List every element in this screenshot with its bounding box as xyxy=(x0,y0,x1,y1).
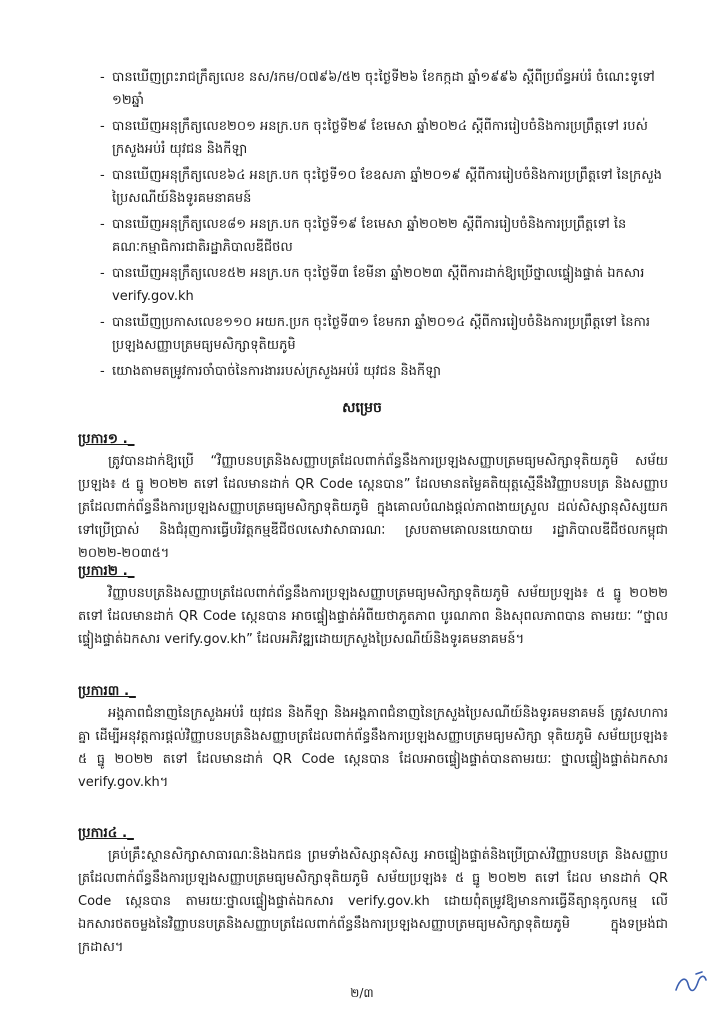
decision-heading: សម្រេច xyxy=(342,400,382,416)
article-1 xyxy=(78,428,668,565)
article-body: អង្គភាពជំនាញនៃក្រសួងអប់រំ យុវជន និងកីឡា និងអង្គភាពជំនាញនៃក្រសួងប្រៃសណីយ៍និងទូរគមនាគមន៍ ត្រូវសហការគ្នា ដើម្បីអនុវត្តការផ្តល់វិញ្ញាបនបត្រនិងសញ្ញាបត្រដែលពាក់ព័ន្ធនឹងការប្រឡងសញ្ញាបត្រមធ្យមសិក្សា ទុតិយភូមិ សម័យប្រឡង៖ ៥ ធ្នូ ២០២២ តទៅ ដែលមានដាក់ QR Code ស្កេនបាន ដែលអាចផ្ទៀងផ្ទាត់បានតាមរយៈ ថ្នាលផ្ទៀងផ្ទាត់ឯកសារ verify.gov.kh។ xyxy=(78,706,668,790)
reference-item: - បានឃើញប្រកាសលេខ១១០ អយក.ប្រក ចុះថ្ងៃទី៣១ ខែមករា ឆ្នាំ២០១៤ ស្តីពីការរៀបចំនិងការប្រព្រឹត្តទៅ នៃការប្រឡងសញ្ញាបត្រមធ្យមសិក្សាទុតិយភូមិ xyxy=(100,311,670,357)
reference-item: - បានឃើញអនុក្រឹត្យលេខ៨១ អនក្រ.បក ចុះថ្ងៃទី១៩ ខែមេសា ឆ្នាំ២០២២ ស្តីពីការរៀបចំនិងការប្រព្រឹត្តទៅ នៃគណៈកម្មាធិការជាតិរដ្ឋាភិបាលឌីជីថល xyxy=(100,213,670,259)
reference-item: - បានឃើញអនុក្រឹត្យលេខ៦៤ អនក្រ.បក ចុះថ្ងៃទី១០ ខែឧសភា ឆ្នាំ២០១៩ ស្តីពីការរៀបចំនិងការប្រព្រឹត្តទៅ នៃក្រសួងប្រៃសណីយ៍និងទូរគមនាគមន៍ xyxy=(100,164,670,210)
signature-icon xyxy=(672,968,712,998)
article-body: វិញ្ញាបនបត្រនិងសញ្ញាបត្រដែលពាក់ព័ន្ធនឹងការប្រឡងសញ្ញាបត្រមធ្យមសិក្សាទុតិយភូមិ សម័យប្រឡង៖ ៥ ធ្នូ ២០២២ តទៅ ដែលមានដាក់ QR Code ស្កេនបាន អាចផ្ទៀងផ្ទាត់អំពីយថាភូតភាព បូរណភាព និងសុពលភាពបាន តាមរយៈ “ថ្នាលផ្ទៀងផ្ទាត់ឯកសារ verify.gov.kh” ដែលអភិវឌ្ឍដោយក្រសួងប្រៃសណីយ៍និងទូរគមនាគមន៍។ xyxy=(78,586,668,647)
article-title: ប្រការ២ ._ xyxy=(78,563,135,579)
reference-item: - យោងតាមតម្រូវការចាំបាច់នៃការងាររបស់ក្រសួងអប់រំ យុវជន និងកីឡា xyxy=(100,360,670,383)
article-body: គ្រប់គ្រឹះស្ថានសិក្សាសាធារណៈនិងឯកជន ព្រមទាំងសិស្សានុសិស្ស អាចផ្ទៀងផ្ទាត់និងប្រើប្រាស់វិញ្ញាបនបត្រ និងសញ្ញាបត្រដែលពាក់ព័ន្ធនឹងការប្រឡងសញ្ញាបត្រមធ្យមសិក្សាទុតិយភូមិ សម័យប្រឡង៖ ៥ ធ្នូ ២០២២ តទៅ ដែល មានដាក់ QR Code ស្កេនបាន តាមរយៈថ្នាលផ្ទៀងផ្ទាត់ឯកសារ verify.gov.kh ដោយពុំតម្រូវឱ្យមានការធ្វើនីត្យានុកូលកម្ម លើឯកសារថតចម្លងនៃវិញ្ញាបនបត្រនិងសញ្ញាបត្រដែលពាក់ព័ន្ធនឹងការប្រឡងសញ្ញាបត្រមធ្យមសិក្សាទុតិយភូមិ ក្នុងទម្រង់ជាក្រដាស។ xyxy=(78,848,668,955)
article-title: ប្រការ៣ ._ xyxy=(78,683,136,699)
reference-item: - បានឃើញព្រះរាជក្រឹត្យលេខ នស/រកម/០៧៩៦/៥២ ចុះថ្ងៃទី២៦ ខែកក្កដា ឆ្នាំ១៩៩៦ ស្តីពីប្រព័ន្ធអប់រំ ចំណេះទូទៅ ១២ឆ្នាំ xyxy=(100,66,670,112)
reference-list xyxy=(100,66,670,386)
article-4 xyxy=(78,822,668,959)
article-3 xyxy=(78,680,668,794)
article-title: ប្រការ៤ ._ xyxy=(78,825,134,841)
article-title: ប្រការ១ ._ xyxy=(78,431,135,447)
page-number: ២/៣ xyxy=(350,986,374,1000)
article-body: ត្រូវបានដាក់ឱ្យប្រើ “វិញ្ញាបនបត្រនិងសញ្ញាបត្រដែលពាក់ព័ន្ធនឹងការប្រឡងសញ្ញាបត្រមធ្យមសិក្សាទុតិយភូមិ សម័យប្រឡង៖ ៥ ធ្នូ ២០២២ តទៅ ដែលមានដាក់ QR Code ស្កេនបាន” ដែលមានតម្លៃគតិយុត្តស្មើនឹងវិញ្ញាបនបត្រ និងសញ្ញាបត្រដែលពាក់ព័ន្ធនឹងការប្រឡងសញ្ញាបត្រមធ្យមសិក្សាទុតិយភូមិ ក្នុងគោលបំណងផ្តល់ភាពងាយស្រួល ដល់សិស្សានុសិស្សយកទៅប្រើប្រាស់ និងជំរុញការធ្វើបរិវត្តកម្មឌីជីថលសេវាសាធារណៈ ស្របតាមគោលនយោបាយ រដ្ឋាភិបាលឌីជីថលកម្ពុជា ២០២២-២០៣៥។ xyxy=(78,454,668,561)
article-2 xyxy=(78,560,668,651)
reference-item: - បានឃើញអនុក្រឹត្យលេខ២០១ អនក្រ.បក ចុះថ្ងៃទី២៩ ខែមេសា ឆ្នាំ២០២៤ ស្តីពីការរៀបចំនិងការប្រព្រឹត្តទៅ របស់ក្រសួងអប់រំ យុវជន និងកីឡា xyxy=(100,115,670,161)
reference-item: - បានឃើញអនុក្រឹត្យលេខ៥២ អនក្រ.បក ចុះថ្ងៃទី៣ ខែមីនា ឆ្នាំ២០២៣ ស្តីពីការដាក់ឱ្យប្រើថ្នាលផ្ទៀងផ្ទាត់ ឯកសារ verify.gov.kh xyxy=(100,262,670,308)
